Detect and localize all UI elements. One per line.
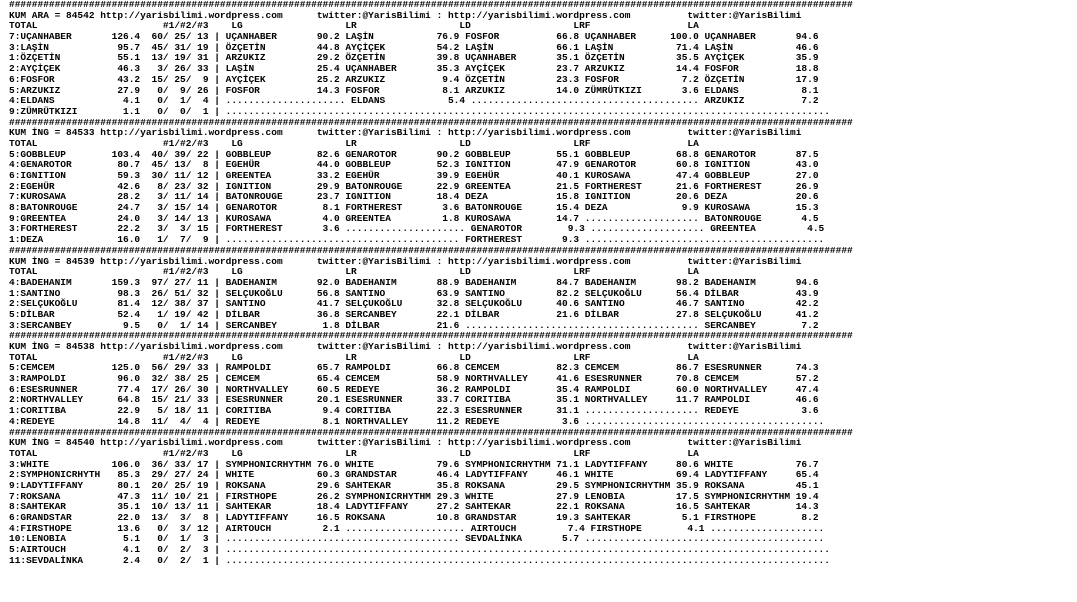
race-header: KUM İNG = 84539 http://yarisbilimi.wordpress.com twitter:@YarisBilimi : http://yarisbilimi.wordpress.com twitter:@YarisBilimi [9,255,802,267]
race-header: KUM İNG = 84533 http://yarisbilimi.wordpress.com twitter:@YarisBilimi : http://yarisbilimi.wordpress.com twitter:@YarisBilimi [9,127,802,139]
table-row: 7:ROKSANA 47.3 11/ 10/ 21 | FIRSTHOPE 26.2 SYMPHONICRHYTHM 29.3 WHITE 27.9 LENOBIA 17.5 SYMPHONICRHYTHM 19.4 [9,490,819,502]
table-row: 5:ARZUKIZ 27.9 0/ 9/ 26 | FOSFOR 14.3 FOSFOR 8.1 ARZUKIZ 14.0 ZÜMRÜTKIZI 3.6 ELDANS 8.1 [9,84,819,96]
section-separator: #################################################################################################################################################### [9,0,853,10]
table-row: 10:LENOBIA 5.1 0/ 1/ 3 | ......................................... SEVDALİNKA 5.7 .......................................... [9,533,825,545]
table-row: 7:UÇANHABER 126.4 60/ 25/ 13 | UÇANHABER 90.2 LAŞİN 76.9 FOSFOR 66.8 UÇANHABER 100.0 UÇANHABER 94.6 [9,31,819,43]
table-row: 5:GOBBLEUP 103.4 40/ 39/ 22 | GOBBLEUP 82.6 GENAROTOR 90.2 GOBBLEUP 55.1 GOBBLEUP 68.8 GENAROTOR 87.5 [9,148,819,160]
table-row: 3:SERCANBEY 9.5 0/ 1/ 14 | SERCANBEY 1.8 DİLBAR 21.6 ......................................... SERCANBEY 7.2 [9,319,819,331]
table-row: 6:GRANDSTAR 22.0 13/ 3/ 8 | LADYTIFFANY 16.5 ROKSANA 10.8 GRANDSTAR 19.3 SAHTEKAR 5.1 FIRSTHOPE 8.2 [9,512,819,523]
table-row: 2:SYMPHONICRHYTH 85.3 29/ 27/ 24 | WHITE 60.3 GRANDSTAR 46.4 LADYTIFFANY 46.1 WHITE 69.4 LADYTIFFANY 65.4 [9,469,819,481]
table-row: 9:ZÜMRÜTKIZI 1.1 0/ 0/ 1 | .......................................................................................................... [9,105,830,117]
race-header: KUM İNG = 84540 http://yarisbilimi.wordpress.com twitter:@YarisBilimi : http://yarisbilimi.wordpress.com twitter:@YarisBilimi [9,437,802,449]
table-row: 3:RAMPOLDI 96.0 32/ 38/ 25 | CEMCEM 65.4 CEMCEM 58.9 NORTHVALLEY 41.6 ESESRUNNER 70.8 CEMCEM 57.2 [9,373,819,385]
table-row: 5:CEMCEM 125.0 56/ 29/ 33 | RAMPOLDI 65.7 RAMPOLDI 66.8 CEMCEM 82.3 CEMCEM 86.7 ESESRUNNER 74.3 [9,362,819,374]
table-row: 9:GREENTEA 24.0 3/ 14/ 13 | KUROSAWA 4.0 GREENTEA 1.8 KUROSAWA 14.7 .................... BATONROUGE 4.5 [9,212,819,224]
table-row: 8:BATONROUGE 24.7 3/ 15/ 14 | GENAROTOR 8.1 FORTHEREST 3.6 BATONROUGE 15.4 DEZA 9.9 KUROSAWA 15.3 [9,202,819,214]
table-row: 6:ESESRUNNER 77.4 17/ 26/ 30 | NORTHVALLEY 60.5 REDEYE 36.2 RAMPOLDI 35.4 RAMPOLDI 60.0 NORTHVALLEY 47.4 [9,383,819,395]
table-row: 6:IGNITION 59.3 30/ 11/ 12 | GREENTEA 33.2 EGEHÜR 39.9 EGEHÜR 40.1 KUROSAWA 47.4 GOBBLEUP 27.0 [9,170,819,181]
race-header: KUM ARA = 84542 http://yarisbilimi.wordpress.com twitter:@YarisBilimi : http://yarisbilimi.wordpress.com twitter:@YarisBilimi [9,9,802,21]
table-row: 11:SEVDALİNKA 2.4 0/ 2/ 1 | .......................................................................................................... [9,554,830,566]
table-row: 2:SELÇUKOĞLU 81.4 12/ 38/ 37 | SANTINO 41.7 SELÇUKOĞLU 32.8 SELÇUKOĞLU 40.6 SANTINO 46.7 SANTINO 42.2 [9,298,819,310]
table-row: 4:GENAROTOR 80.7 45/ 13/ 8 | EGEHÜR 44.0 GOBBLEUP 52.3 IGNITION 47.9 GENAROTOR 60.8 IGNITION 43.0 [9,159,819,171]
table-row: 1:ÖZÇETİN 55.1 13/ 19/ 31 | ARZUKIZ 29.2 ÖZÇETİN 39.8 UÇANHABER 35.1 ÖZÇETİN 35.5 AYÇİÇEK 35.9 [9,52,819,64]
table-row: 8:SAHTEKAR 35.1 10/ 13/ 11 | SAHTEKAR 18.4 LADYTIFFANY 27.2 SAHTEKAR 22.1 ROKSANA 16.5 SAHTEKAR 14.3 [9,501,819,513]
table-row: 9:LADYTIFFANY 80.1 20/ 25/ 19 | ROKSANA 29.6 SAHTEKAR 35.8 ROKSANA 29.5 SYMPHONICRHYTHM 35.9 ROKSANA 45.1 [9,479,819,491]
column-header: TOTAL #1/#2/#3 LG LR LD LRF LA [9,20,699,32]
table-row: 3:WHITE 106.0 36/ 33/ 17 | SYMPHONICRHYTHM 76.0 WHITE 79.6 SYMPHONICRHYTHM 71.1 LADYTIFFANY 80.6 WHITE 76.7 [9,458,819,470]
table-row: 7:KUROSAWA 28.2 3/ 11/ 14 | BATONROUGE 23.7 IGNITION 18.4 DEZA 15.8 IGNITION 20.6 DEZA 20.6 [9,191,819,203]
table-row: 1:SANTINO 98.3 26/ 51/ 32 | SELÇUKOĞLU 56.8 SANTINO 63.9 SANTINO 82.2 SELÇUKOĞLU 56.4 DİLBAR 43.9 [9,287,819,299]
table-row: 4:REDEYE 14.8 11/ 4/ 4 | REDEYE 8.1 NORTHVALLEY 11.2 REDEYE 3.6 .......................................... [9,415,825,427]
table-row: 5:AIRTOUCH 4.1 0/ 2/ 3 | .......................................................................................................... [9,544,830,556]
table-row: 4:ELDANS 4.1 0/ 1/ 4 | ..................... ELDANS 5.4 ........................................ ARZUKIZ 7.2 [9,95,819,107]
table-row: 6:FOSFOR 43.2 15/ 25/ 9 | AYÇİÇEK 25.2 ARZUKIZ 9.4 ÖZÇETİN 23.3 FOSFOR 7.2 ÖZÇETİN 17.9 [9,73,819,85]
section-separator: #################################################################################################################################################### [9,330,853,342]
table-row: 3:FORTHEREST 22.2 3/ 3/ 15 | FORTHEREST 3.6 ..................... GENAROTOR 9.3 .................... GREENTEA 4.5 [9,223,825,235]
table-row: 1:CORITIBA 22.9 5/ 18/ 11 | CORITIBA 9.4 CORITIBA 22.3 ESESRUNNER 31.1 .................... REDEYE 3.6 [9,405,819,417]
table-row: 2:EGEHÜR 42.6 8/ 23/ 32 | IGNITION 29.9 BATONROUGE 22.9 GREENTEA 21.5 FORTHEREST 21.6 FORTHEREST 26.9 [9,180,819,192]
table-row: 5:DİLBAR 52.4 1/ 19/ 42 | DİLBAR 36.8 SERCANBEY 22.1 DİLBAR 21.6 DİLBAR 27.8 SELÇUKOĞLU 41.2 [9,308,819,320]
column-header: TOTAL #1/#2/#3 LG LR LD LRF LA [9,137,699,149]
table-row: 4:FIRSTHOPE 13.6 0/ 3/ 12 | AIRTOUCH 2.1 ..................... AIRTOUCH 7.4 FIRSTHOPE 4.1 .................... [9,522,825,534]
section-separator: #################################################################################################################################################### [9,116,853,128]
column-header: TOTAL #1/#2/#3 LG LR LD LRF LA [9,447,699,459]
table-row: 2:AYÇİÇEK 46.3 3/ 26/ 33 | LAŞİN 25.4 UÇANHABER 35.3 AYÇİÇEK 23.7 ARZUKIZ 14.4 FOSFOR 18.8 [9,63,819,75]
section-separator: #################################################################################################################################################### [9,244,853,256]
table-row: 3:LAŞİN 95.7 45/ 31/ 19 | ÖZÇETİN 44.8 AYÇİÇEK 54.2 LAŞİN 66.1 LAŞİN 71.4 LAŞİN 46.6 [9,41,819,53]
column-header: TOTAL #1/#2/#3 LG LR LD LRF LA [9,351,699,363]
column-header: TOTAL #1/#2/#3 LG LR LD LRF LA [9,266,699,278]
race-header: KUM İNG = 84538 http://yarisbilimi.wordpress.com twitter:@YarisBilimi : http://yarisbilimi.wordpress.com twitter:@YarisBilimi [9,341,802,352]
section-separator: #################################################################################################################################################### [9,426,853,438]
table-row: 4:BADEHANIM 159.3 97/ 27/ 11 | BADEHANIM 92.0 BADEHANIM 88.9 BADEHANIM 84.7 BADEHANIM 98.2 BADEHANIM 94.6 [9,276,819,288]
table-row: 1:DEZA 16.0 1/ 7/ 9 | ......................................... FORTHEREST 9.3 .......................................... [9,234,825,246]
table-row: 2:NORTHVALLEY 64.8 15/ 21/ 33 | ESESRUNNER 20.1 ESESRUNNER 33.7 CORITIBA 35.1 NORTHVALLEY 11.7 RAMPOLDI 46.6 [9,394,819,406]
